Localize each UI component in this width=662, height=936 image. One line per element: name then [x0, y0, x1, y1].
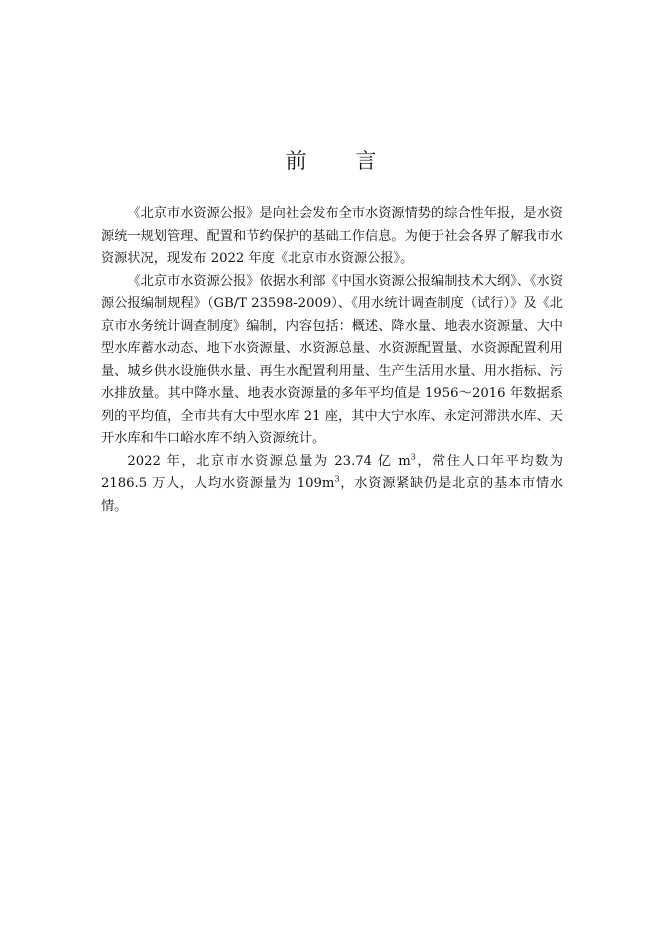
paragraph-3-part-1: 2022 年，北京市水资源总量为 23.74 亿 m	[127, 453, 411, 469]
paragraph-3-part-3: ，水资源紧缺仍是北京的基本市情水情。	[101, 476, 564, 514]
page-title: 前 言	[285, 149, 398, 173]
paragraph-1: 《北京市水资源公报》是向社会发布全市水资源情势的综合性年报，是水资源统一规划管理、配置和节约保护的基础工作信息。为便于社会各界了解我市水资源状况，现发布 2022 年度《北京市水资源公报》。	[101, 206, 563, 266]
paragraph-2: 《北京市水资源公报》依据水利部《中国水资源公报编制技术大纲》、《水资源公报编制规程》（GB/T 23598-2009）、《用水统计调查制度（试行）》及《北京市水务统计调查制度》编制，内容包括：概述、降水量、地表水资源量、大中型水库蓄水动态、地下水资源量、水资源总量、水资源配置量、水资源配置利用量、城乡供水设施供水量、再生水配置利用量、生产生活用水量、用水指标、污水排放量。其中降水量、地表水资源量的多年平均值是 1956～2016 年数据系列的平均值，全市共有大中型水库 21 座，其中大宁水库、永定河滞洪水库、天开水库和牛口峪水库不纳入资源统计。	[101, 273, 563, 446]
preface-body	[101, 203, 563, 518]
paragraph-3-part-2: ，常住人口年平均数为 2186.5 万人，人均水资源量为 109m	[101, 453, 563, 491]
paragraph-3	[101, 451, 563, 519]
superscript-cubic-2: 3	[334, 474, 340, 484]
superscript-cubic-1: 3	[410, 452, 416, 462]
